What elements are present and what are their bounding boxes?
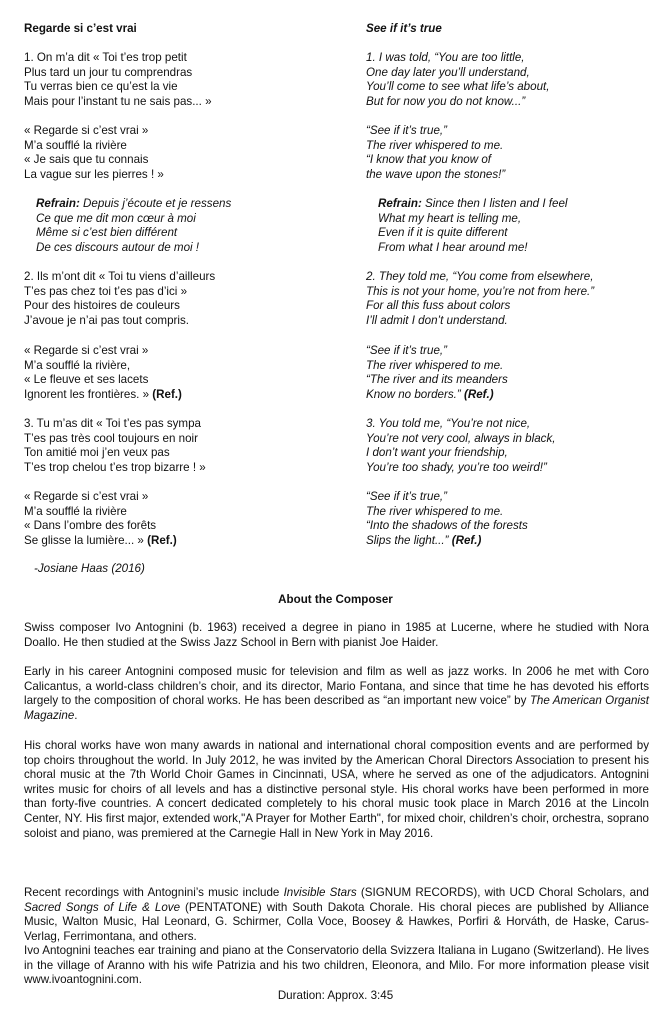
- lyric-line: Ignorent les frontières. »: [24, 387, 150, 401]
- about-paragraph-3: His choral works have won many awards in national and international choral composition events and are performed by top choirs throughout the world. In July 2012, he was invited by the American Choral Directors Association to present his choral music at the 7th World Choir Games in Cincinnati, USA, where he served as one of the adjudicators. Antognini writes music for choirs of all levels and has a distinctive personal style. His choral works have been performed in more than forty-five countries. A concert dedicated completely to his choral music took place in March 2016 at the Lincoln Center, NY. His first major, extended work,"A Prayer for Mother Earth", for mixed choir, children’s choir, orchestra, soprano soloist and piano, was premiered at the Carnegie Hall in New York in May 2016.: [24, 739, 649, 840]
- lyric-line: De ces discours autour de moi !: [36, 240, 200, 254]
- french-verse-2: [24, 270, 324, 328]
- ref-marker: (Ref.): [147, 533, 177, 547]
- lyric-line: « Regarde si c’est vrai »: [24, 124, 149, 137]
- lyric-line: The river whispered to me.: [366, 504, 504, 518]
- about-paragraph-1: Swiss composer Ivo Antognini (b. 1963) received a degree in piano in 1985 at Lucerne, where he studied with Nora Doallo. He then studied at the Swiss Jazz School in Bern with pianist Joe Haider.: [24, 621, 649, 649]
- text-run: .: [74, 708, 78, 722]
- about-paragraph-4: [24, 886, 649, 944]
- lyric-line: “Into the shadows of the forests: [366, 519, 528, 533]
- english-chorus-1: [366, 124, 666, 182]
- lyric-line: « Regarde si c’est vrai »: [24, 490, 149, 503]
- french-chorus-2: [24, 344, 324, 402]
- lyric-line: 2. They told me, “You come from elsewhere,: [366, 270, 594, 283]
- lyric-line: “See if it’s true,”: [366, 490, 447, 503]
- text-run: Recent recordings with Antognini’s music include: [24, 886, 284, 899]
- text-run: (SIGNUM RECORDS), with UCD Choral Scholars, and: [356, 886, 649, 899]
- lyric-line: « Regarde si c’est vrai »: [24, 344, 149, 357]
- english-chorus-2: [366, 344, 666, 402]
- ref-marker: (Ref.): [463, 387, 494, 401]
- lyric-line: Se glisse la lumière... »: [24, 533, 144, 547]
- lyric-line: T’es pas chez toi t’es pas d’ici »: [24, 284, 188, 298]
- lyric-line: T’es pas très cool toujours en noir: [24, 431, 198, 445]
- lyric-line: You’re not very cool, always in black,: [366, 431, 556, 445]
- lyric-line: 1. On m’a dit « Toi t’es trop petit: [24, 51, 187, 64]
- english-refrain: [366, 197, 671, 255]
- lyric-line: This is not your home, you’re not from here.”: [366, 284, 595, 298]
- lyric-line: Tu verras bien ce qu’est la vie: [24, 80, 178, 94]
- lyric-line: The river whispered to me.: [366, 358, 504, 372]
- french-title: Regarde si c’est vrai: [24, 22, 137, 35]
- lyric-line: Even if it is quite different: [378, 226, 508, 240]
- lyric-line: One day later you’ll understand,: [366, 65, 530, 79]
- lyric-line: Pour des histoires de couleurs: [24, 299, 180, 313]
- magazine-title: The American Organist Magazine: [24, 694, 649, 722]
- lyric-line: T’es trop chelou t’es trop bizarre ! »: [24, 460, 206, 474]
- french-verse-1: [24, 51, 324, 109]
- lyric-line: « Je sais que tu connais: [24, 153, 149, 167]
- lyric-line: « Dans l’ombre des forêts: [24, 519, 157, 533]
- lyric-line: Ce que me dit mon cœur à moi: [36, 211, 196, 225]
- lyric-line: M’a soufflé la rivière: [24, 504, 127, 518]
- lyric-line: the wave upon the stones!”: [366, 167, 506, 181]
- lyric-line: « Le fleuve et ses lacets: [24, 373, 149, 387]
- french-chorus-3: [24, 490, 324, 548]
- lyric-line: 1. I was told, “You are too little,: [366, 51, 525, 64]
- refrain-label: Refrain:: [36, 197, 80, 210]
- lyric-line: But for now you do not know...”: [366, 94, 526, 108]
- refrain-label: Refrain:: [378, 197, 422, 210]
- text-run: (PENTATONE) with South Dakota Chorale. His choral pieces are published by Alliance Music, Walton Music, Hal Leonard, G. Schirmer, Colla Voce, Boosey & Hawkes, Porfiri & Horváth, de Haske, Carus-Verlag, Ferrimontana, and others.: [24, 900, 649, 943]
- about-paragraph-2: [24, 665, 649, 723]
- lyric-line: 3. Tu m’as dit « Toi t’es pas sympa: [24, 417, 201, 430]
- lyric-line: 3. You told me, “You’re not nice,: [366, 417, 531, 430]
- lyric-line: For all this fuss about colors: [366, 299, 511, 313]
- lyric-line: 2. Ils m’ont dit « Toi tu viens d’ailleurs: [24, 270, 216, 283]
- lyric-line: M’a soufflé la rivière: [24, 138, 127, 152]
- lyric-line: M’a soufflé la rivière,: [24, 358, 131, 372]
- english-verse-3: [366, 417, 666, 475]
- lyric-line: “See if it’s true,”: [366, 124, 447, 137]
- lyric-line: From what I hear around me!: [378, 240, 528, 254]
- ref-marker: (Ref.): [152, 387, 182, 401]
- lyric-line: Depuis j’écoute et je ressens: [83, 197, 232, 210]
- lyric-line: “I know that you know of: [366, 153, 492, 167]
- about-paragraph-5: Ivo Antognini teaches ear training and piano at the Conservatorio della Svizzera Italiana in Lugano (Switzerland). He lives in the village of Aranno with his wife Patrizia and his two children, Eleonora, and Milo. For more information please visit www.ivoantognini.com.: [24, 944, 649, 987]
- lyric-line: I’ll admit I don’t understand.: [366, 313, 508, 327]
- duration: Duration: Approx. 3:45: [277, 989, 394, 1002]
- english-title: See if it’s true: [366, 22, 442, 35]
- lyric-line: You’ll come to see what life’s about,: [366, 80, 550, 94]
- album-title: Invisible Stars: [283, 886, 357, 899]
- french-refrain: [24, 197, 336, 255]
- lyric-line: La vague sur les pierres ! »: [24, 167, 164, 181]
- lyric-line: Même si c’est bien différent: [36, 226, 178, 240]
- lyric-line: “The river and its meanders: [366, 373, 508, 387]
- lyric-line: The river whispered to me.: [366, 138, 504, 152]
- english-verse-1: [366, 51, 666, 109]
- lyric-line: Mais pour l’instant tu ne sais pas... »: [24, 94, 212, 108]
- text-run: Early in his career Antognini composed music for television and film as well as jazz works. In 2006 he met with Coro Calicantus, a world-class children’s choir, and its director, Mario Fontana, and since that time he has devoted his efforts largely to the composition of choral works. He has been described as “an important new voice” by: [24, 665, 649, 708]
- lyric-line: Since then I listen and I feel: [425, 197, 568, 210]
- lyricist-credit: -Josiane Haas (2016): [34, 562, 145, 575]
- french-verse-3: [24, 417, 324, 475]
- lyric-line: “See if it’s true,”: [366, 344, 447, 357]
- english-verse-2: [366, 270, 666, 328]
- lyric-line: I don’t want your friendship,: [366, 446, 508, 460]
- lyric-line: What my heart is telling me,: [378, 211, 522, 225]
- lyric-line: You’re too shady, you’re too weird!”: [366, 460, 547, 474]
- album-title: Sacred Songs of Life & Love: [24, 900, 181, 914]
- lyrics-french-column: [24, 22, 324, 37]
- english-chorus-3: [366, 490, 666, 548]
- ref-marker: (Ref.): [451, 533, 482, 547]
- french-chorus-1: [24, 124, 324, 182]
- lyric-line: Slips the light...”: [366, 533, 449, 547]
- lyric-line: Know no borders.”: [366, 387, 461, 401]
- about-heading: About the Composer: [278, 593, 393, 606]
- lyric-line: Plus tard un jour tu comprendras: [24, 65, 193, 79]
- lyric-line: J’avoue je n’ai pas tout compris.: [24, 313, 189, 327]
- lyrics-english-column: [366, 22, 666, 37]
- lyric-line: Ton amitié moi j’en veux pas: [24, 446, 170, 460]
